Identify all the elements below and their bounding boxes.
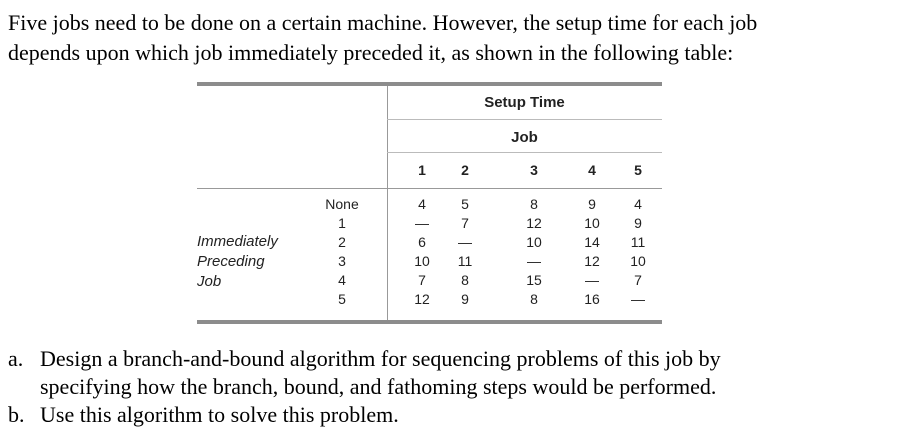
header-job: Job bbox=[511, 129, 538, 146]
job-2-column bbox=[445, 195, 485, 309]
table-top-rule bbox=[197, 82, 662, 86]
preceding-job-5: 5 bbox=[338, 291, 346, 307]
header-body-rule bbox=[197, 188, 662, 189]
job-3-column bbox=[514, 195, 554, 309]
setup-time-table bbox=[197, 82, 662, 328]
row-group-label-line-1: Immediately bbox=[197, 233, 278, 250]
table-cell: 11 bbox=[457, 253, 473, 269]
question-a-line-1: Design a branch-and-bound algorithm for sequencing problems of this job by bbox=[40, 346, 721, 371]
intro-line-2: depends upon which job immediately preceded it, as shown in the following table: bbox=[8, 40, 734, 65]
table-cell: 4 bbox=[634, 196, 642, 212]
row-group-label-line-2: Preceding Job bbox=[197, 253, 265, 290]
intro-line-1: Five jobs need to be done on a certain machine. However, the setup time for each job bbox=[8, 10, 758, 35]
table-cell: — bbox=[458, 234, 472, 250]
table-cell: 12 bbox=[584, 253, 600, 269]
job-1-column bbox=[402, 195, 442, 309]
preceding-job-none: None bbox=[325, 196, 359, 212]
question-b-text: Use this algorithm to solve this problem. bbox=[40, 402, 399, 427]
table-cell: 9 bbox=[588, 196, 596, 212]
table-cell: 15 bbox=[526, 272, 542, 288]
header-rule-1 bbox=[387, 119, 662, 120]
table-vertical-rule bbox=[387, 86, 388, 320]
table-bottom-rule bbox=[197, 320, 662, 324]
question-a-line-2: specifying how the branch, bound, and fathoming steps would be performed. bbox=[40, 374, 717, 399]
table-cell: 7 bbox=[634, 272, 642, 288]
table-cell: 16 bbox=[584, 291, 600, 307]
table-cell: — bbox=[631, 291, 645, 307]
table-cell: 12 bbox=[526, 215, 542, 231]
preceding-job-2: 2 bbox=[338, 234, 346, 250]
table-cell: 5 bbox=[461, 196, 469, 212]
table-cell: — bbox=[415, 215, 429, 231]
question-b-label: b. bbox=[8, 402, 25, 427]
column-header-job-2: 2 bbox=[461, 162, 469, 178]
table-cell: 8 bbox=[461, 272, 469, 288]
header-rule-2 bbox=[387, 152, 662, 153]
table-cell: 11 bbox=[630, 234, 646, 250]
table-cell: 10 bbox=[414, 253, 430, 269]
job-5-column bbox=[618, 195, 658, 309]
preceding-job-4: 4 bbox=[338, 272, 346, 288]
header-setup-time: Setup Time bbox=[484, 94, 565, 111]
table-cell: 6 bbox=[418, 234, 426, 250]
table-cell: 10 bbox=[526, 234, 542, 250]
table-cell: 7 bbox=[418, 272, 426, 288]
table-cell: 9 bbox=[634, 215, 642, 231]
table-cell: 12 bbox=[414, 291, 430, 307]
question-a-label: a. bbox=[8, 346, 24, 371]
table-cell: 8 bbox=[530, 291, 538, 307]
table-cell: 10 bbox=[584, 215, 600, 231]
problem-intro bbox=[8, 8, 903, 68]
job-4-column bbox=[572, 195, 612, 309]
preceding-job-1: 1 bbox=[338, 215, 346, 231]
table-cell: 9 bbox=[461, 291, 469, 307]
questions bbox=[8, 345, 903, 429]
question-b bbox=[8, 401, 903, 429]
question-a bbox=[8, 345, 903, 401]
table-cell: 7 bbox=[461, 215, 469, 231]
column-header-job-4: 4 bbox=[588, 162, 596, 178]
table-cell: — bbox=[527, 253, 541, 269]
preceding-job-column bbox=[307, 195, 377, 309]
table-cell: — bbox=[585, 272, 599, 288]
table-cell: 14 bbox=[584, 234, 600, 250]
column-header-job-1: 1 bbox=[418, 162, 426, 178]
table-cell: 8 bbox=[530, 196, 538, 212]
table-cell: 10 bbox=[630, 253, 646, 269]
column-header-job-3: 3 bbox=[530, 162, 538, 178]
table-cell: 4 bbox=[418, 196, 426, 212]
row-group-label bbox=[197, 232, 287, 292]
column-header-job-5: 5 bbox=[634, 162, 642, 178]
preceding-job-3: 3 bbox=[338, 253, 346, 269]
